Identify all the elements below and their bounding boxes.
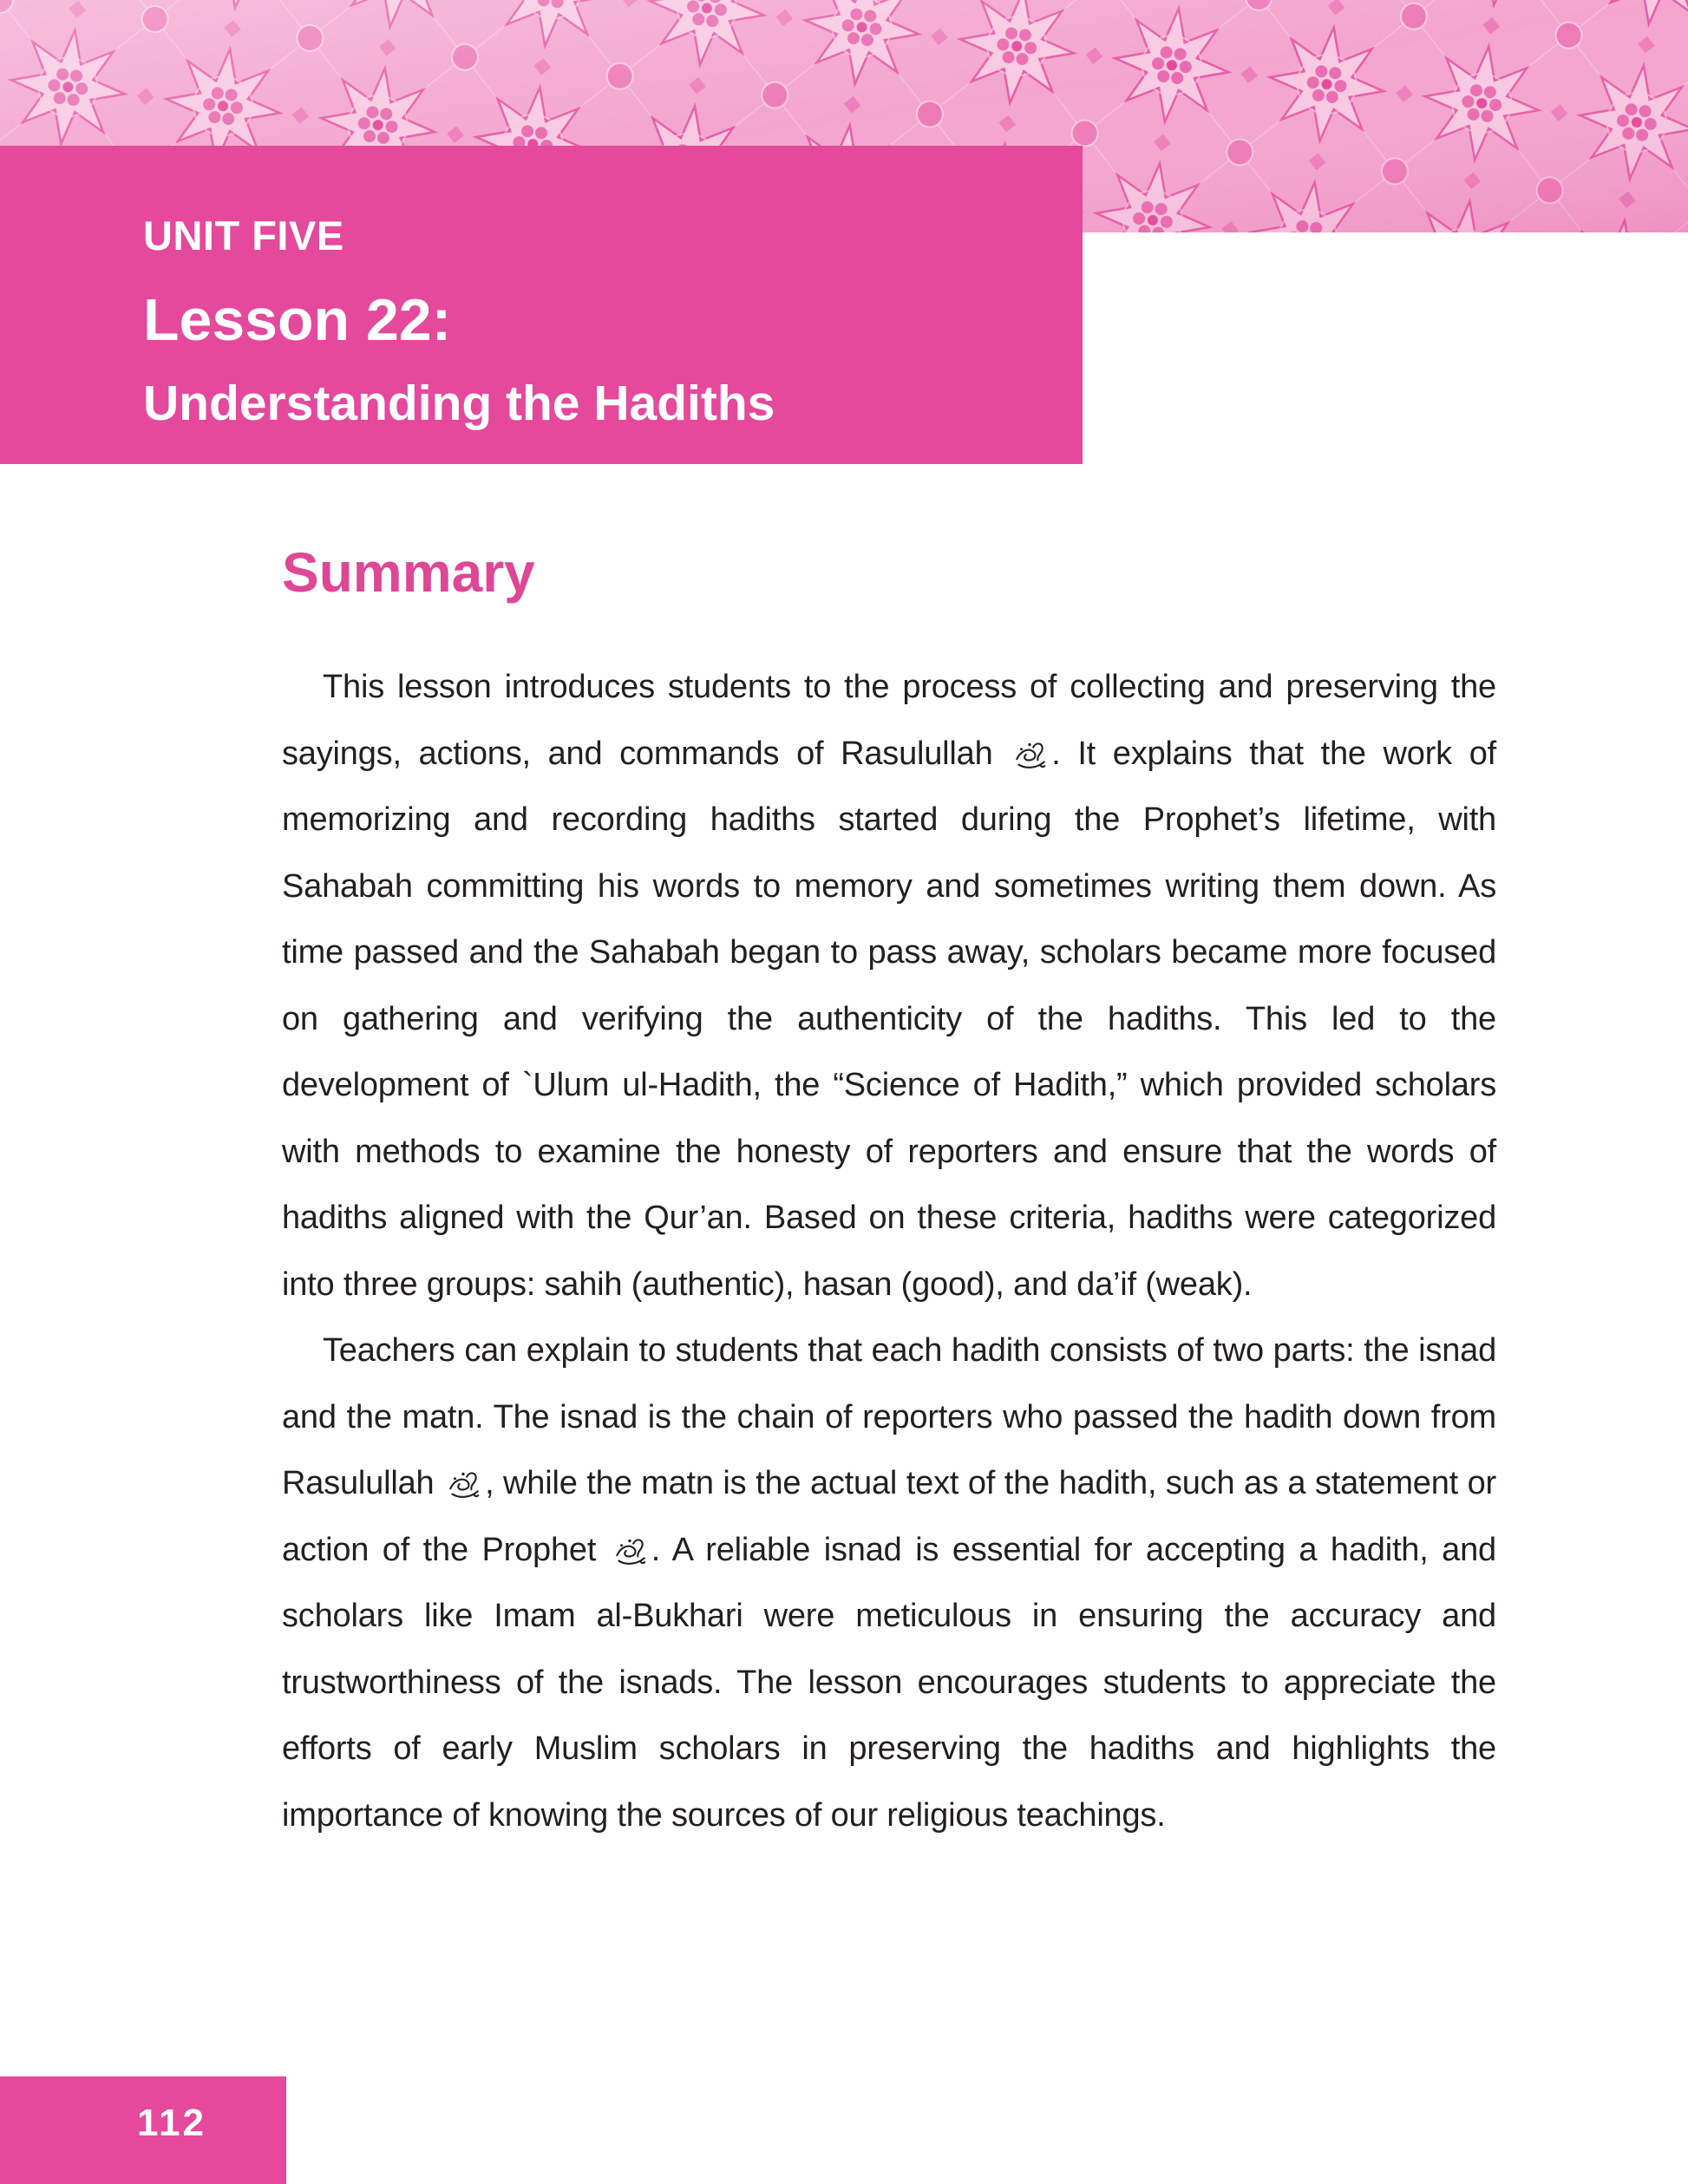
lesson-header xyxy=(0,146,1083,464)
page-number: 112 xyxy=(137,2102,206,2144)
summary-heading: Summary xyxy=(282,541,535,604)
summary-paragraph: Teachers can explain to students that each hadith consists of two parts: the isnad and the matn. The isnad is the chain of reporters who passed the hadith down from Rasulullah , while the matn is the actual text of the hadith, such as a statement or action of the Prophet . A reliable isnad is essential for accepting a hadith, and scholars like Imam al-Bukhari were meticulous in ensuring the accuracy and trustworthiness of the isnads. The lesson encourages students to appreciate the efforts of early Muslim scholars in preserving the hadiths and highlights the importance of knowing the sources of our religious teachings. xyxy=(282,1332,1497,1834)
saw-honorific-icon xyxy=(612,1533,649,1568)
summary-paragraph: This lesson introduces students to the process of collecting and preserving the sayings, actions, and commands of Rasulullah . It explains that the work of memorizing and recording hadiths started during the Prophet’s lifetime, with Sahabah committing his words to memory and sometimes writing them down. As time passed and the Sahabah began to pass away, scholars became more focused on gathering and verifying the authenticity of the hadiths. This led to the development of `Ulum ul-Hadith, the “Science of Hadith,” which provided scholars with methods to examine the honesty of reporters and ensure that the words of hadiths aligned with the Qur’an. Based on these criteria, hadiths were categorized into three groups: sahih (authentic), hasan (good), and da’if (weak). xyxy=(282,669,1496,1303)
saw-honorific-icon xyxy=(446,1467,482,1501)
content-area xyxy=(282,541,1497,1848)
lesson-title: Understanding the Hadiths xyxy=(143,376,775,431)
page-number-box xyxy=(0,2076,286,2184)
lesson-number: Lesson 22: xyxy=(143,287,452,353)
unit-label: UNIT FIVE xyxy=(143,213,344,258)
saw-honorific-icon xyxy=(1012,737,1049,772)
summary-body xyxy=(282,654,1496,1848)
